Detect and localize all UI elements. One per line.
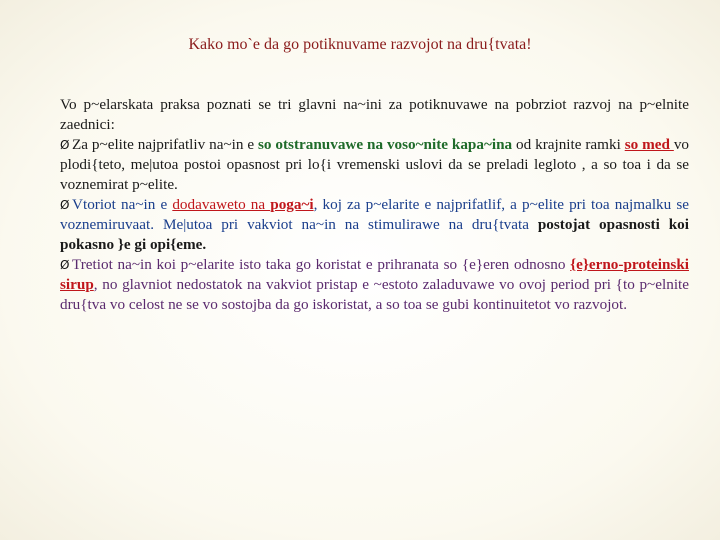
intro-paragraph: Vo p~elarskata praksa poznati se tri glavni na~ini za potiknuvawe na pobrziot razvoj na p~elnite zaednici: — [60, 96, 689, 133]
p3-text-c: , no glavniot nedostatok na vakviot pristap e ~estoto zaladuvawe vo ovoj period pri {to p~elnite dru{tva vo celost ne se vo sostojba da go iskoristat, a so toa se gubi kontinuitetot vo razvojot. — [60, 276, 689, 313]
bullet-paragraph-3 — [60, 255, 689, 315]
p3-text-a: Tretiot na~in koi p~elarite isto taka go koristat e prihranata so {e}eren odnosno — [72, 256, 571, 273]
p2-text-c: poga~i — [270, 196, 314, 213]
p1-text-a: Za p~elite najprifatliv na~in e — [72, 136, 258, 153]
slide-body — [60, 95, 689, 315]
p1-text-d: so med — [624, 136, 674, 153]
p2-text-e: postojat opasnosti koi pokasno }e gi opi{eme. — [60, 216, 689, 253]
bullet-paragraph-1 — [60, 135, 689, 195]
arrow-bullet-icon: Ø — [60, 258, 70, 272]
p2-text-b: dodavaweto na — [172, 196, 271, 213]
arrow-bullet-icon: Ø — [60, 198, 70, 212]
p1-text-b: so otstranuvawe na voso~nite kapa~ina — [258, 136, 513, 153]
p2-text-a: Vtoriot na~in e — [72, 196, 173, 213]
arrow-bullet-icon: Ø — [60, 138, 70, 152]
p2-text-d: , koj za p~elarite e najprifatlif, a p~elite pri toa najmalku se voznemiruvaat. Me|utoa pri vakviot na~in na stimulirawe na dru{tvata — [60, 196, 689, 233]
p3-text-b: {e}erno-proteinski sirup — [60, 256, 689, 293]
p1-text-c: od krajnite ramki — [512, 136, 625, 153]
bullet-paragraph-2 — [60, 195, 689, 255]
slide-title: Kako mo`e da go potiknuvame razvojot na dru{tvata! — [188, 36, 532, 53]
p1-text-e: vo plodi{teto, me|utoa postoi opasnost pri lo{i vremenski uslovi da se preladi legloto , a so toa i da se voznemirat p~elite. — [60, 136, 690, 193]
